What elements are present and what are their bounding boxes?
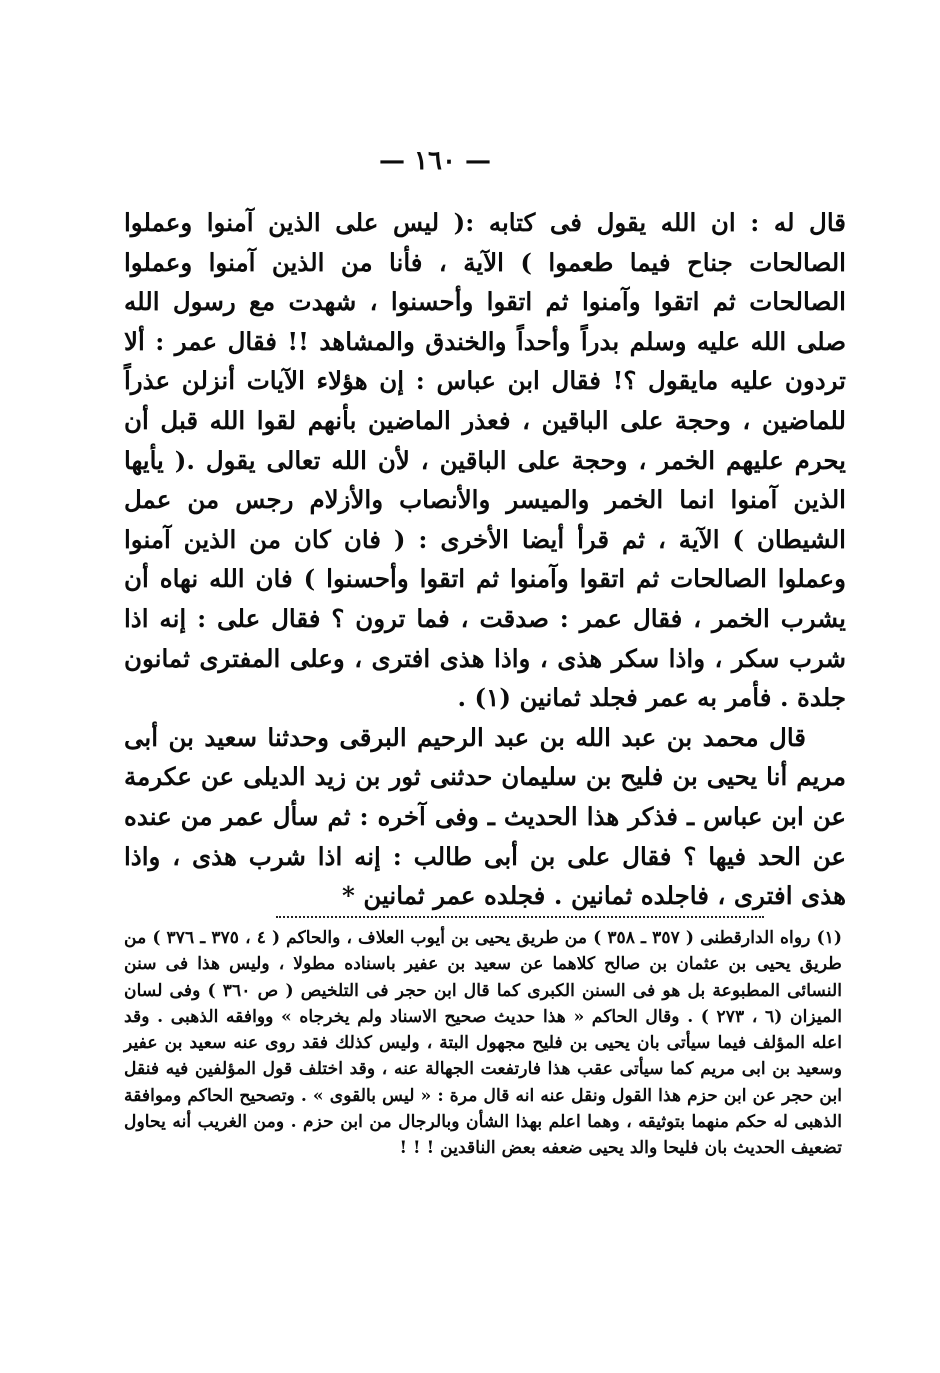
paragraph-isnad-barqi: قال محمد بن عبد الله بن عبد الرحيم البرقى وحدثنا سعيد بن أبى مريم أنا يحيى بن فليح بن سليمان حدثنى ثور بن زيد الديلى عن عكرمة عن ابن عباس ـ فذكر هذا الحديث ـ وفى آخره : ثم سأل عمر من عنده عن الحد فيها ؟ فقال على بن أبى طالب : إنه اذا شرب هذى ، واذا هذى افترى ، فاجلده ثمانين . فجلده عمر ثمانين * [124, 722, 846, 911]
page-number: — ١٦٠ — [378, 146, 492, 176]
main-text [124, 203, 846, 916]
footnotes [124, 925, 842, 1162]
footnote-1: (١) رواه الدارقطنى ( ٣٥٧ ـ ٣٥٨ ) من طريق يحيى بن أيوب العلاف ، والحاكم ( ٤ ، ٣٧٥ ـ ٣٧٦ ) من طريق يحيى بن عثمان بن صالح كلاهما عن سعيد بن عفير باسناده مطولا ، وليس هذا فى سنن النسائى المطبوعة بل هو فى السنن الكبرى كما قال ابن حجر فى التلخيص ( ص ٣٦٠ ) وفى لسان الميزان (٦ ، ٢٧٣ ) . وقال الحاكم « هذا حديث صحيح الاسناد ولم يخرجاه » ووافقه الذهبى . وقد اعله المؤلف فيما سيأتى بان يحيى بن فليح مجهول البتة ، وليس كذلك فقد روى عنه سعيد بن عفير وسعيد بن ابى مريم كما سيأتى عقب هذا فارتفعت الجهالة عنه ، وقد اختلف قول المؤلفين فيه فنقل ابن حجر عن ابن حزم هذا القول ونقل عنه انه قال مرة : « ليس بالقوى » . وتصحيح الحاكم وموافقة الذهبى له حكم منهما بتوثيقه ، وهما اعلم بهذا الشأن وبالرجال من ابن حزم . ومن الغريب أنه يحاول تضعيف الحديث بان فليحا والد يحيى ضعفه بعض الناقدين ! ! ! [124, 928, 843, 1159]
footnote-divider [276, 916, 764, 918]
paragraph-hadith-omar: قال له : ان الله يقول فى كتابه :( ليس على الذين آمنوا وعملوا الصالحات جناح فيما طعموا ) الآية ، فأنا من الذين آمنوا وعملوا الصالحات ثم اتقوا وآمنوا ثم اتقوا وأحسنوا ، شهدت مع رسول الله صلى الله عليه وسلم بدراً وأحداً والخندق والمشاهد !! فقال عمر : ألا تردون عليه مايقول ؟! فقال ابن عباس : إن هؤلاء الآيات أنزلن عذراً للماضين ، وحجة على الباقين ، فعذر الماضين بأنهم لقوا الله قبل أن يحرم عليهم الخمر ، وحجة على الباقين ، لأن الله تعالى يقول .( يأيها الذين آمنوا انما الخمر والميسر والأنصاب والأزلام رجس من عمل الشيطان ) الآية ، ثم قرأ أيضا الأخرى : ( فان كان من الذين آمنوا وعملوا الصالحات ثم اتقوا وآمنوا ثم اتقوا وأحسنوا ) فان الله نهاه أن يشرب الخمر ، فقال عمر : صدقت ، فما ترون ؟ فقال على : إنه اذا شرب سكر ، واذا سكر هذى ، واذا هذى افترى ، وعلى المفترى ثمانون جلدة . فأمر به عمر فجلد ثمانين (١) . [124, 208, 846, 713]
